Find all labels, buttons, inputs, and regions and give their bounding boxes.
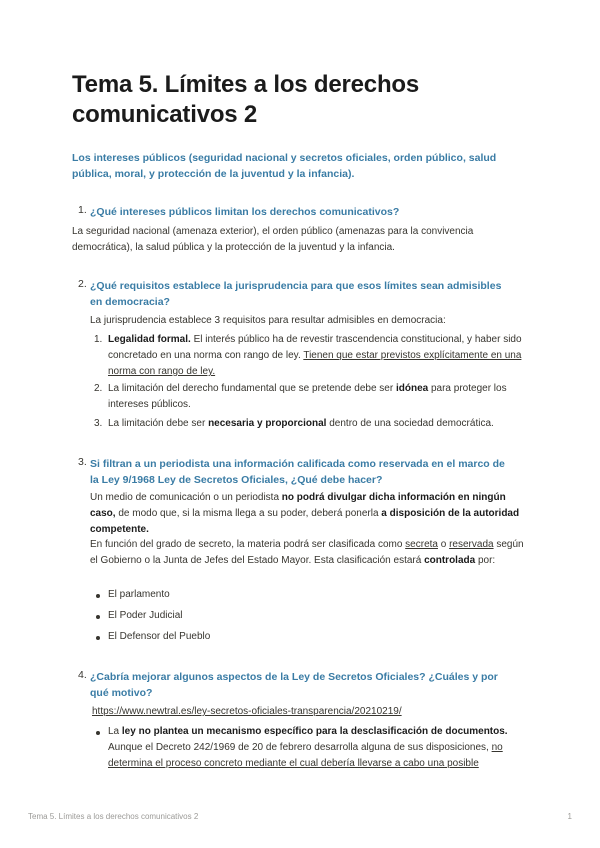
q4-b1-a: La bbox=[108, 726, 122, 737]
q2-item3 bbox=[108, 416, 528, 432]
q4-b1-c: Aunque el Decreto 242/1969 de 20 de febrero desarrolla alguna de sus disposiciones, bbox=[108, 742, 492, 753]
q3-p1-d: a disposición de la autoridad competente. bbox=[90, 508, 520, 535]
q1-answer: La seguridad nacional (amenaza exterior), el orden público (amenazas para la convivencia democrática), la salud pública y la protección de la juventud y la infancia. bbox=[72, 226, 474, 253]
q3-p1-c: de modo que, si la misma llega a su poder, deberá ponerla bbox=[115, 508, 382, 519]
q2-intro: La jurisprudencia establece 3 requisitos para resultar admisibles en democracia: bbox=[90, 315, 446, 326]
q3-paragraph2 bbox=[90, 537, 530, 569]
q3-p2-secreta: secreta bbox=[405, 539, 438, 550]
bullet-dot bbox=[96, 636, 100, 640]
q2-item2-number: 2. bbox=[94, 383, 103, 394]
bullet-dot bbox=[96, 731, 100, 735]
q3-paragraph1 bbox=[90, 490, 530, 538]
q2-item1-number: 1. bbox=[94, 334, 103, 345]
q3-p2-a: En función del grado de secreto, la materia podrá ser clasificada como bbox=[90, 539, 406, 550]
q4-number: 4. bbox=[78, 669, 87, 681]
q2-item1-underlined: Tienen que estar previstos explícitamente en una norma con rango de ley. bbox=[108, 350, 522, 377]
q3-p2-c: controlada bbox=[424, 555, 476, 566]
bullet-dot bbox=[96, 594, 100, 598]
q3-bullet-1: El parlamento bbox=[108, 589, 170, 600]
page-footer bbox=[28, 812, 572, 821]
q2-item1-bold: Legalidad formal. bbox=[108, 334, 191, 345]
q3-p1-a: Un medio de comunicación o un periodista bbox=[90, 492, 282, 503]
q3-p2-reservada: reservada bbox=[449, 539, 494, 550]
q2-item1 bbox=[108, 332, 528, 380]
q2-item2-post: para proteger los intereses públicos. bbox=[108, 383, 507, 410]
q2-item3-pre: La limitación debe ser bbox=[108, 418, 209, 429]
q4-link[interactable]: https://www.newtral.es/ley-secretos-oficiales-transparencia/20210219/ bbox=[92, 706, 402, 717]
footer-title: Tema 5. Límites a los derechos comunicativos 2 bbox=[28, 812, 199, 821]
q3-p2-o: o bbox=[437, 539, 450, 550]
q2-item2-pre: La limitación del derecho fundamental que se pretende debe ser bbox=[108, 383, 396, 394]
footer-page-number: 1 bbox=[567, 812, 572, 821]
q1-number: 1. bbox=[78, 204, 87, 216]
q4-question: ¿Cabría mejorar algunos aspectos de la Ley de Secretos Oficiales? ¿Cuáles y por qué motivo? bbox=[90, 671, 498, 699]
q3-p2-d: por: bbox=[475, 555, 496, 566]
q3-p1-b: no podrá divulgar dicha información en ningún caso, bbox=[90, 492, 506, 519]
q4-bullet-1 bbox=[108, 724, 528, 772]
q3-bullet-3: El Defensor del Pueblo bbox=[108, 631, 211, 642]
q2-item2 bbox=[108, 381, 528, 413]
q3-question: Si filtran a un periodista una información calificada como reservada en el marco de la Ley 9/1968 Ley de Secretos Oficiales, ¿Qué debe hacer? bbox=[90, 458, 505, 486]
q1-question: ¿Qué intereses públicos limitan los derechos comunicativos? bbox=[90, 206, 400, 218]
q2-number: 2. bbox=[78, 278, 87, 290]
q2-question: ¿Qué requisitos establece la jurisprudencia para que esos límites sean admisibles en democracia? bbox=[90, 280, 502, 308]
q2-item3-number: 3. bbox=[94, 418, 103, 429]
q4-b1-d: no determina el proceso concreto mediante el cual debería llevarse a cabo una posible bbox=[108, 742, 503, 769]
q3-p2-b: según el Gobierno o la Junta de Jefes del Estado Mayor. Esta clasificación estará bbox=[90, 539, 524, 566]
q3-number: 3. bbox=[78, 456, 87, 468]
q3-bullet-2: El Poder Judicial bbox=[108, 610, 183, 621]
q2-item1-text: El interés público ha de revestir trascendencia constitucional, y haber sido concretado en una norma con rango de ley. bbox=[108, 334, 522, 361]
subtitle: Los intereses públicos (seguridad nacional y secretos oficiales, orden público, salud pública, moral, y protección de la juventud y la infancia). bbox=[72, 152, 497, 180]
page-title: Tema 5. Límites a los derechos comunicativos 2 bbox=[72, 71, 420, 128]
q2-item2-bold: idónea bbox=[395, 383, 429, 394]
q4-b1-b: ley no plantea un mecanismo específico para la desclasificación de documentos. bbox=[121, 726, 508, 737]
q2-item3-bold: necesaria y proporcional bbox=[208, 418, 327, 429]
bullet-dot bbox=[96, 615, 100, 619]
q2-item3-post: dentro de una sociedad democrática. bbox=[326, 418, 494, 429]
